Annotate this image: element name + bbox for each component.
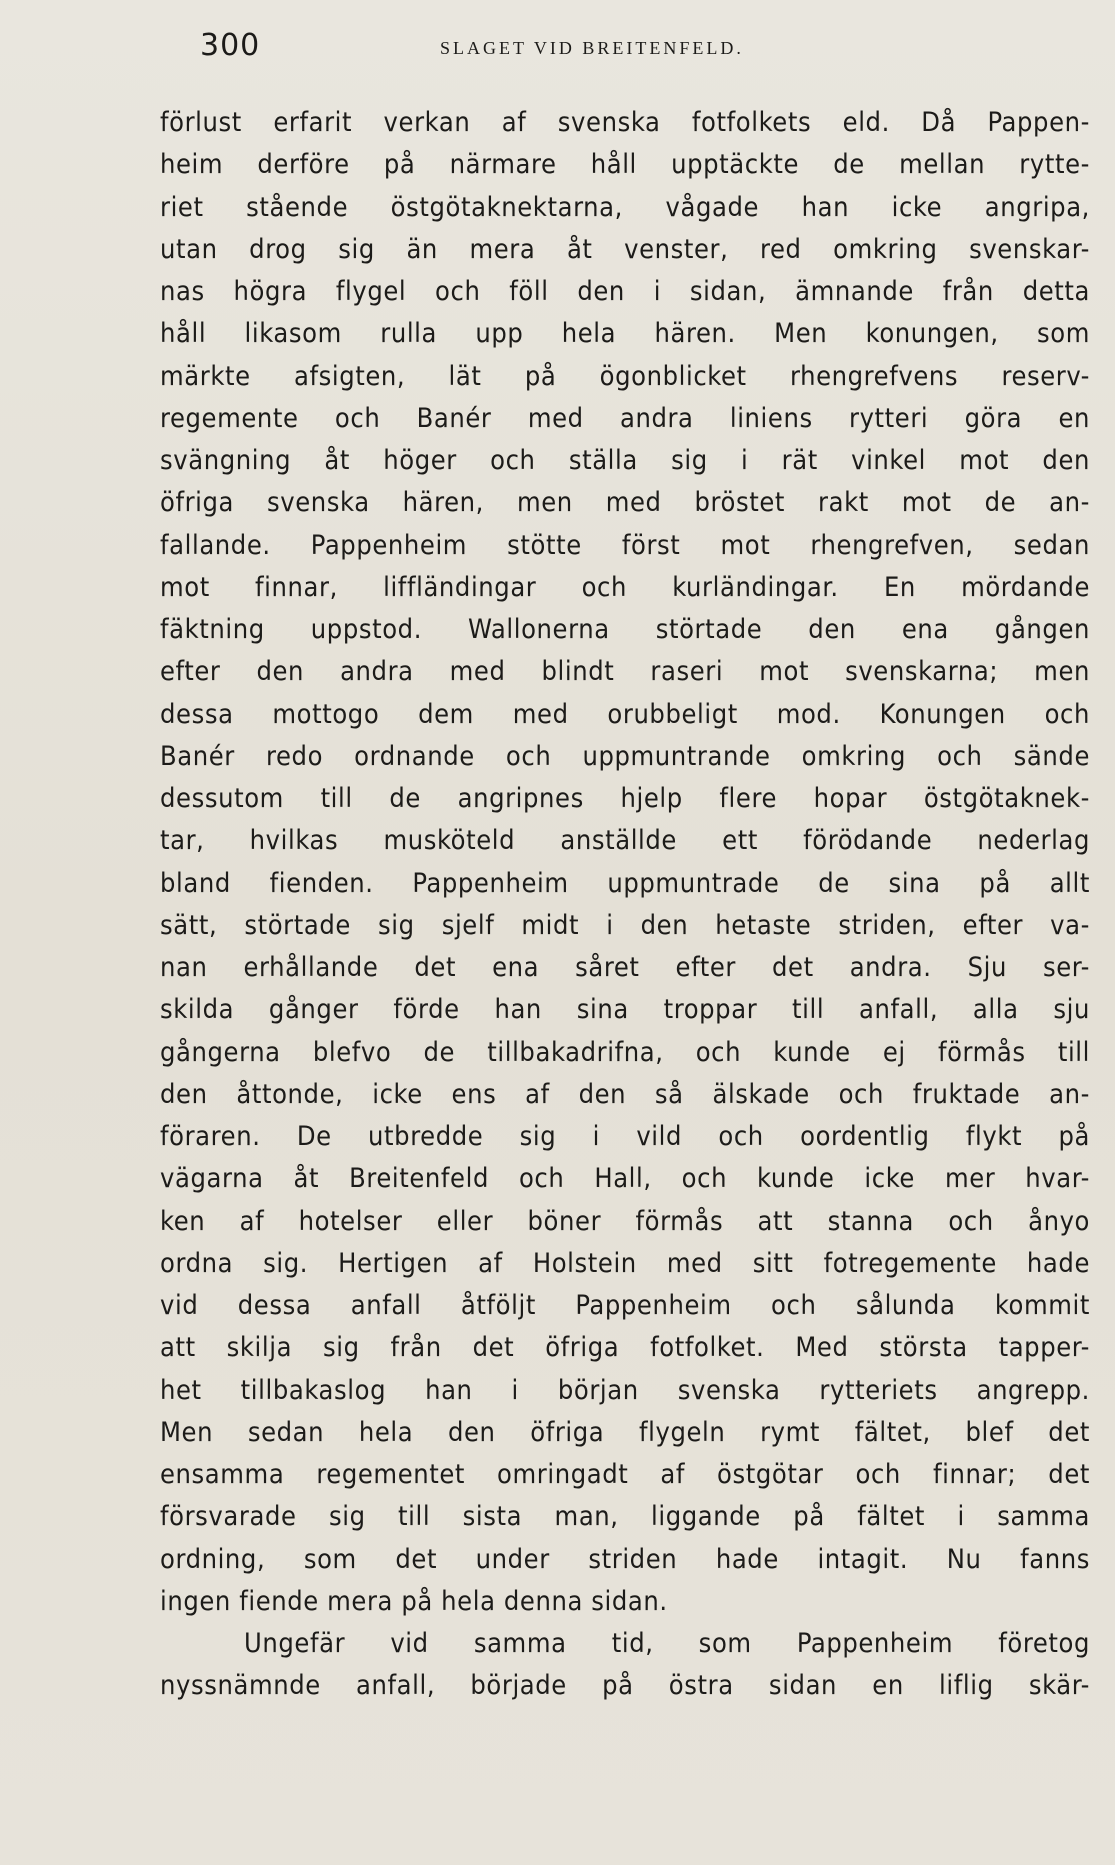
paragraph-end-line: ingen fiende mera på hela denna sidan.	[160, 1585, 668, 1617]
text-line: svängning åt höger och ställa sig i rät vinkel mot den	[160, 445, 1090, 476]
text-line: ensamma regementet omringadt af östgötar och finnar; det	[160, 1459, 1090, 1490]
text-line: ken af hotelser eller böner förmås att stanna och ånyo	[160, 1205, 1090, 1237]
text-line: märkte afsigten, lät på ögonblicket rhengrefvens reserv-	[160, 360, 1090, 392]
text-line: Banér redo ordnande och uppmuntrande omkring och sände	[160, 740, 1090, 772]
body-text	[160, 102, 1090, 1708]
text-line: Men sedan hela den öfriga flygeln rymt fältet, blef det	[160, 1416, 1090, 1448]
text-line: öfriga svenska hären, men med bröstet rakt mot de an-	[160, 487, 1090, 519]
text-line: nyssnämnde anfall, började på östra sidan en liflig skär-	[160, 1670, 1090, 1702]
text-line: vägarna åt Breitenfeld och Hall, och kunde icke mer hvar-	[160, 1163, 1090, 1195]
text-line: fallande. Pappenheim stötte först mot rhengrefven, sedan	[160, 529, 1090, 561]
text-line: dessa mottogo dem med orubbeligt mod. Konungen och	[160, 698, 1090, 730]
text-line: ordna sig. Hertigen af Holstein med sitt fotregemente hade	[160, 1247, 1090, 1279]
text-line: heim derföre på närmare håll upptäckte de mellan rytte-	[160, 149, 1090, 181]
text-line: att skilja sig från det öfriga fotfolket. Med största tapper-	[160, 1332, 1090, 1364]
text-line: dessutom till de angripnes hjelp flere hopar östgötaknek-	[160, 783, 1090, 814]
page-number: 300	[200, 28, 261, 63]
text-line: het tillbakaslog han i början svenska rytteriets angrepp.	[160, 1374, 1090, 1406]
text-line: tar, hvilkas musköteld anställde ett förödande nederlag	[160, 825, 1090, 857]
text-line: skilda gånger förde han sina troppar till anfall, alla sju	[160, 994, 1090, 1026]
text-line: sätt, störtade sig sjelf midt i den hetaste striden, efter va-	[160, 909, 1090, 941]
text-line: efter den andra med blindt raseri mot svenskarna; men	[160, 656, 1090, 688]
text-line: förlust erfarit verkan af svenska fotfolkets eld. Då Pappen-	[160, 107, 1090, 138]
text-line: föraren. De utbredde sig i vild och oordentlig flykt på	[160, 1121, 1090, 1152]
text-line: den åttonde, icke ens af den så älskade och fruktade an-	[160, 1078, 1090, 1110]
text-line: riet stående östgötaknektarna, vågade han icke angripa,	[160, 191, 1090, 223]
text-line: utan drog sig än mera åt venster, red omkring svenskar-	[160, 233, 1090, 265]
paragraph-start-line: Ungefär vid samma tid, som Pappenheim företog	[244, 1628, 1090, 1659]
text-line: bland fienden. Pappenheim uppmuntrade de sina på allt	[160, 867, 1090, 899]
text-line: regemente och Banér med andra liniens rytteri göra en	[160, 402, 1090, 434]
text-line: vid dessa anfall åtföljt Pappenheim och sålunda kommit	[160, 1290, 1090, 1321]
text-line: mot finnar, liffländingar och kurländingar. En mördande	[160, 571, 1090, 603]
running-head: SLAGET VID BREITENFELD.	[440, 38, 744, 58]
text-line: försvarade sig till sista man, liggande på fältet i samma	[160, 1501, 1090, 1533]
text-line: ordning, som det under striden hade intagit. Nu fanns	[160, 1543, 1090, 1575]
text-line: håll likasom rulla upp hela hären. Men konungen, som	[160, 318, 1090, 350]
text-line: gångerna blefvo de tillbakadrifna, och kunde ej förmås till	[160, 1036, 1090, 1068]
text-line: nan erhållande det ena såret efter det andra. Sju ser-	[160, 952, 1090, 983]
page-header	[160, 28, 1075, 68]
text-line: nas högra flygel och föll den i sidan, ämnande från detta	[160, 276, 1090, 307]
text-line: fäktning uppstod. Wallonerna störtade den ena gången	[160, 614, 1090, 645]
